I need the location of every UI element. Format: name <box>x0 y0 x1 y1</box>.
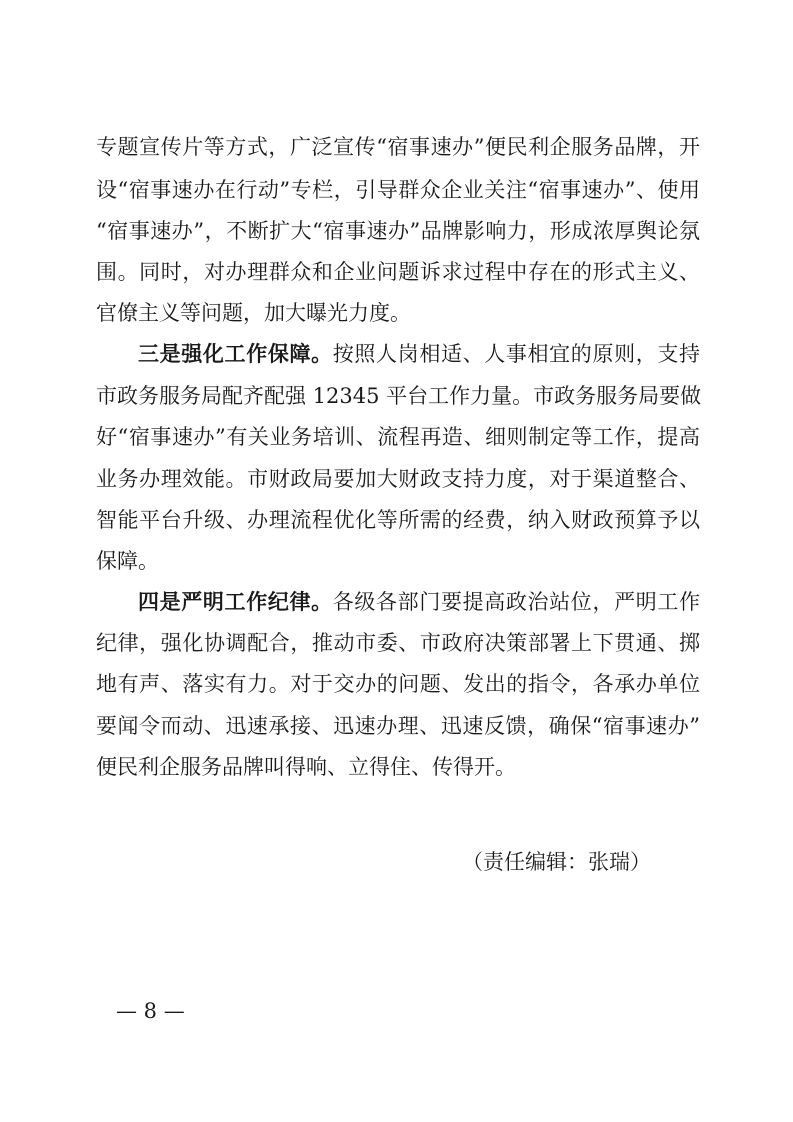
text-line: 智能平台升级、办理流程优化等所需的经费，纳入财政预算予以 <box>96 508 700 532</box>
text-line: 官僚主义等问题，加大曝光力度。 <box>96 301 411 325</box>
text-line: 保障。 <box>96 549 159 573</box>
paragraph-lead-heading: 四是严明工作纪律。 <box>138 589 333 614</box>
text-line: 专题宣传片等方式，广泛宣传“宿事速办”便民利企服务品牌，开 <box>96 135 700 159</box>
text-line: 好“宿事速办”有关业务培训、流程再造、细则制定等工作，提高 <box>96 425 700 449</box>
text-line: 围。同时，对办理群众和企业问题诉求过程中存在的形式主义、 <box>96 260 700 284</box>
text-segment: 各级各部门要提高政治站位，严明工作 <box>332 590 701 614</box>
text-line: 纪律，强化协调配合，推动市委、市政府决策部署上下贯通、掷 <box>96 631 700 655</box>
text-line: 要闻令而动、迅速承接、迅速办理、迅速反馈，确保“宿事速办” <box>96 714 700 738</box>
text-segment: 按照人岗相适、人事相宜的原则，支持 <box>332 342 701 366</box>
text-line: 地有声、落实有力。对于交办的问题、发出的指令，各承办单位 <box>96 672 700 696</box>
text-line-first <box>138 587 700 617</box>
text-line: 业务办理效能。市财政局要加大财政支持力度，对于渠道整合、 <box>96 467 700 491</box>
text-line: 便民利企服务品牌叫得响、立得住、传得开。 <box>96 755 516 779</box>
text-line: “宿事速办”，不断扩大“宿事速办”品牌影响力，形成浓厚舆论氛 <box>96 219 700 243</box>
text-line-first <box>138 339 700 369</box>
text-line: 市政务服务局配齐配强 12345 平台工作力量。市政务服务局要做 <box>96 384 702 408</box>
page-number: — 8 — <box>116 999 185 1023</box>
text-line: 设“宿事速办在行动”专栏，引导群众企业关注“宿事速办”、使用 <box>96 178 700 202</box>
responsible-editor-note: （责任编辑：张瑞） <box>462 850 651 874</box>
paragraph-lead-heading: 三是强化工作保障。 <box>138 341 333 366</box>
